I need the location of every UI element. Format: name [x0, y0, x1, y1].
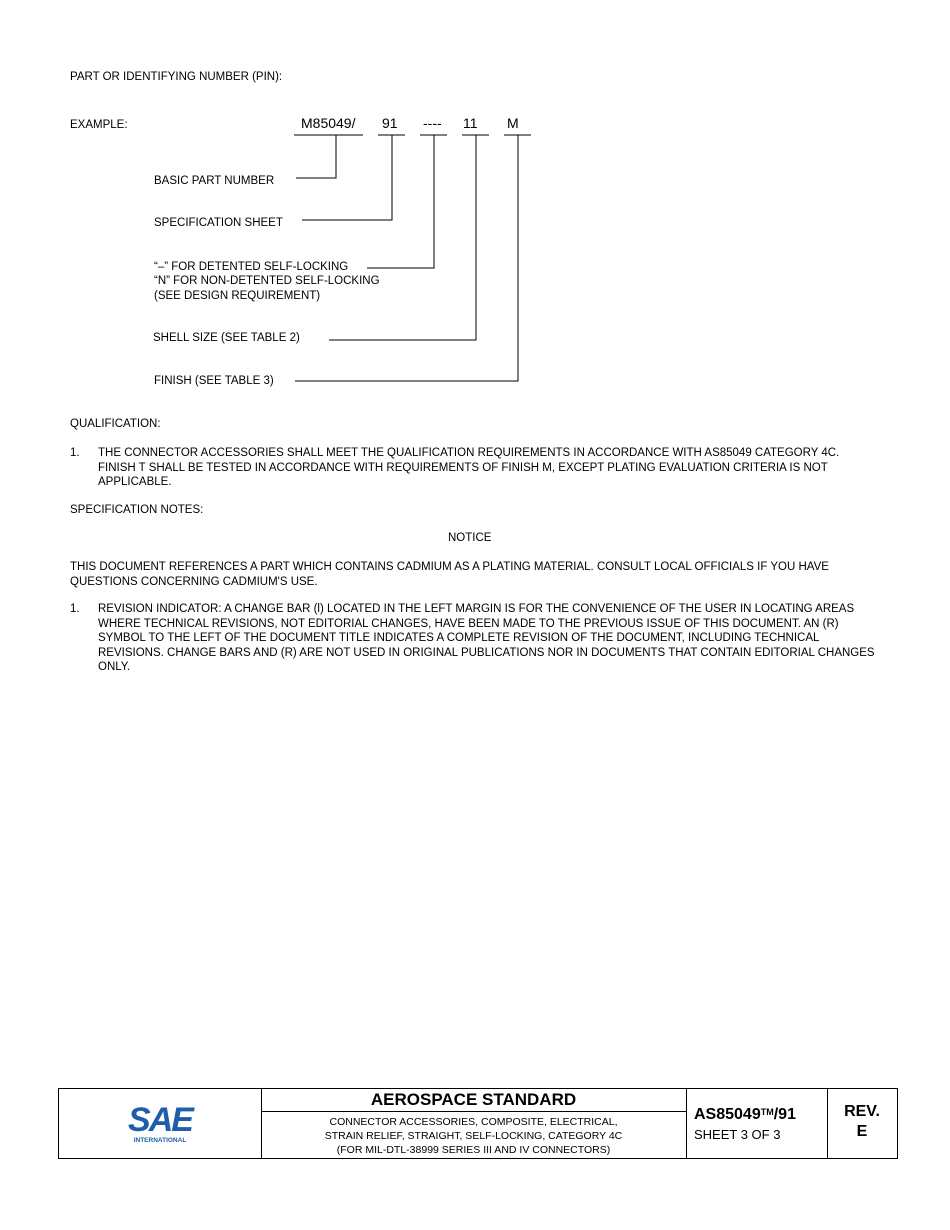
document-number-suffix: /91 — [773, 1106, 796, 1123]
revision-value: E — [856, 1123, 868, 1140]
notice-text: THIS DOCUMENT REFERENCES A PART WHICH CONTAINS CADMIUM AS A PLATING MATERIAL. CONSULT LOCAL OFFICIALS IF YOU HAVE QUESTIONS CONCERNING CADMIUM'S USE. — [70, 561, 829, 588]
leader-shell — [329, 135, 476, 340]
sheet-number: SHEET 3 OF 3 — [694, 1127, 781, 1142]
leader-locking — [367, 135, 434, 268]
leader-finish — [295, 135, 518, 381]
notice-title: NOTICE — [448, 532, 492, 544]
spec-note-item — [70, 602, 880, 675]
spec-note-text: REVISION INDICATOR: A CHANGE BAR (l) LOCATED IN THE LEFT MARGIN IS FOR THE CONVENIENCE OF THE USER IN LOCATING AREAS WHERE TECHNICAL REVISIONS, NOT EDITORIAL CHANGES, HAVE BEEN MADE TO THE PREVIOUS ISSUE OF THIS DOCUMENT. AN (R) SYMBOL TO THE LEFT OF THE DOCUMENT TITLE INDICATES A COMPLETE REVISION OF THE DOCUMENT, INCLUDING TECHNICAL REVISIONS. CHANGE BARS AND (R) ARE NOT USED IN ORIGINAL PUBLICATIONS NOR IN DOCUMENTS THAT CONTAIN EDITORIAL CHANGES ONLY. — [98, 603, 875, 673]
pin-segment-shell: 11 — [463, 115, 478, 131]
qualification-item-number: 1. — [70, 447, 80, 459]
pin-heading: PART OR IDENTIFYING NUMBER (PIN): — [70, 71, 283, 83]
description-line3: (FOR MIL-DTL-38999 SERIES III AND IV CONNECTORS) — [336, 1144, 611, 1156]
title-block — [58, 1088, 898, 1159]
callout-specification-sheet: SPECIFICATION SHEET — [154, 217, 283, 229]
callout-basic-part-number: BASIC PART NUMBER — [154, 175, 275, 187]
callout-locking-line1: “–” FOR DETENTED SELF-LOCKING — [154, 261, 349, 273]
sae-logo-mark: SAE — [128, 1101, 192, 1139]
pin-segment-finish: M — [507, 115, 519, 131]
pin-segment-sheet: 91 — [382, 115, 398, 131]
document-number-cell — [686, 1089, 828, 1158]
revision-cell — [827, 1089, 897, 1158]
description-line1: CONNECTOR ACCESSORIES, COMPOSITE, ELECTRICAL, — [329, 1116, 618, 1128]
callout-locking-line2: “N” FOR NON-DETENTED SELF-LOCKING — [154, 275, 380, 287]
leader-basic — [296, 135, 336, 178]
standard-title: AEROSPACE STANDARD — [261, 1089, 686, 1112]
spec-note-number: 1. — [70, 603, 80, 615]
callout-locking-line3: (SEE DESIGN REQUIREMENT) — [154, 290, 321, 302]
document-description — [261, 1112, 686, 1157]
sae-logo — [59, 1089, 261, 1158]
pin-callout-diagram — [0, 0, 950, 420]
qualification-heading: QUALIFICATION: — [70, 418, 161, 430]
pin-segment-basic: M85049/ — [301, 115, 356, 131]
sae-logo-subtext: INTERNATIONAL — [133, 1137, 187, 1144]
sae-logo-cell — [59, 1089, 262, 1158]
pin-segment-locking: ---- — [423, 115, 442, 131]
trademark-symbol: TM — [760, 1107, 774, 1117]
example-label: EXAMPLE: — [70, 119, 128, 131]
description-line2: STRAIN RELIEF, STRAIGHT, SELF-LOCKING, CATEGORY 4C — [324, 1130, 623, 1142]
callout-finish: FINISH (SEE TABLE 3) — [154, 375, 274, 387]
document-number-base: AS85049 — [694, 1106, 761, 1123]
spec-notes-heading: SPECIFICATION NOTES: — [70, 504, 204, 516]
callout-shell-size: SHELL SIZE (SEE TABLE 2) — [153, 332, 300, 344]
qualification-item — [70, 446, 880, 490]
qualification-item-text: THE CONNECTOR ACCESSORIES SHALL MEET THE QUALIFICATION REQUIREMENTS IN ACCORDANCE WITH AS85049 CATEGORY 4C. FINISH T SHALL BE TESTED IN ACCORDANCE WITH REQUIREMENTS OF FINISH M, EXCEPT PLATING EVALUATION CRITERIA IS NOT APPLICABLE. — [98, 447, 840, 488]
document-number — [694, 1106, 796, 1124]
title-cell — [261, 1089, 687, 1158]
leader-sheet — [302, 135, 392, 220]
revision-label: REV. — [844, 1103, 880, 1120]
